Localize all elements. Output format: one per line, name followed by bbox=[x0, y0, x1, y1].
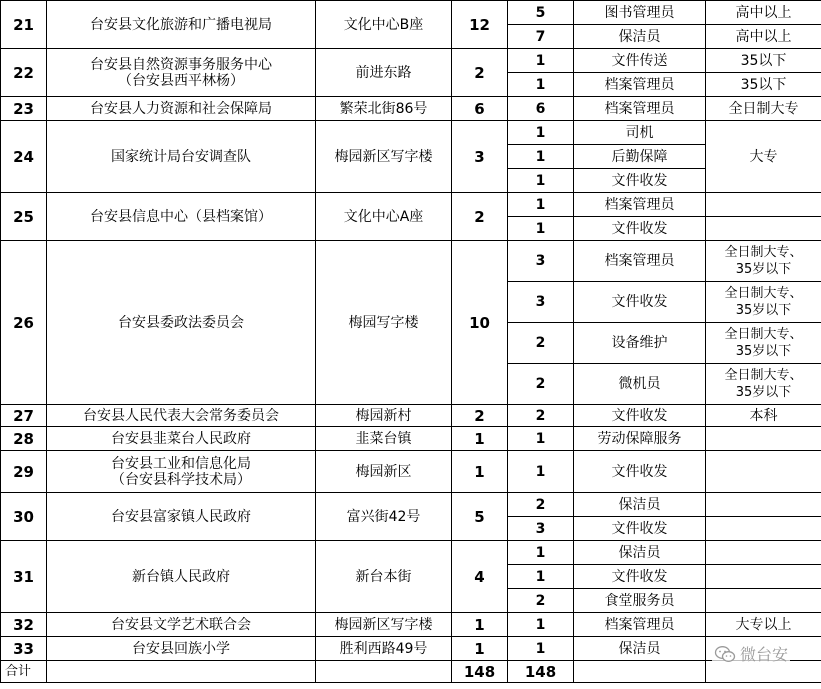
address: 梅园新村 bbox=[316, 405, 452, 427]
table-row bbox=[1, 493, 821, 517]
job-title: 文件收发 bbox=[574, 405, 706, 427]
requirement-line-2: 35岁以下 bbox=[735, 385, 792, 400]
position-count: 1 bbox=[508, 121, 574, 145]
requirement bbox=[706, 364, 821, 405]
department-line-2: （台安县科学技术局） bbox=[111, 471, 251, 488]
requirement-empty bbox=[706, 427, 821, 451]
total-empty bbox=[316, 661, 452, 683]
requirement-empty bbox=[706, 217, 821, 241]
table-row bbox=[1, 1, 821, 25]
requirement-line-2: 35岁以下 bbox=[735, 303, 792, 318]
position-count: 1 bbox=[508, 193, 574, 217]
requirement: 高中以上 bbox=[706, 25, 821, 49]
address: 文化中心B座 bbox=[316, 1, 452, 49]
requirement: 全日制大专 bbox=[706, 97, 821, 121]
position-count: 2 bbox=[508, 493, 574, 517]
requirement-empty bbox=[706, 193, 821, 217]
table-row bbox=[1, 427, 821, 451]
requirement-line-1: 全日制大专、 bbox=[724, 327, 803, 342]
job-title: 档案管理员 bbox=[574, 193, 706, 217]
requirement-line-1: 全日制大专、 bbox=[724, 286, 803, 301]
requirement-empty bbox=[706, 517, 821, 541]
wechat-icon bbox=[714, 645, 736, 663]
position-count: 1 bbox=[508, 145, 574, 169]
job-title: 设备维护 bbox=[574, 323, 706, 364]
job-title: 保洁员 bbox=[574, 637, 706, 661]
total-positions: 2 bbox=[452, 405, 508, 427]
row-number: 22 bbox=[1, 49, 47, 97]
job-title: 文件传送 bbox=[574, 49, 706, 73]
total-positions: 2 bbox=[452, 49, 508, 97]
position-count: 1 bbox=[508, 565, 574, 589]
position-count: 1 bbox=[508, 637, 574, 661]
total-empty bbox=[574, 661, 706, 683]
watermark-text: 微台安 bbox=[740, 645, 789, 664]
department: 国家统计局台安调查队 bbox=[47, 121, 316, 193]
department: 台安县委政法委员会 bbox=[47, 241, 316, 405]
row-number: 31 bbox=[1, 541, 47, 613]
requirement: 35以下 bbox=[706, 73, 821, 97]
row-number: 24 bbox=[1, 121, 47, 193]
address: 梅园新区写字楼 bbox=[316, 121, 452, 193]
total-row bbox=[1, 661, 821, 683]
position-count: 1 bbox=[508, 73, 574, 97]
job-title: 文件收发 bbox=[574, 217, 706, 241]
requirement-empty bbox=[706, 451, 821, 493]
requirement-line-2: 35岁以下 bbox=[735, 344, 792, 359]
total-positions: 6 bbox=[452, 97, 508, 121]
table-row bbox=[1, 637, 821, 661]
job-title: 司机 bbox=[574, 121, 706, 145]
position-count: 1 bbox=[508, 427, 574, 451]
table-row bbox=[1, 541, 821, 565]
requirement-empty bbox=[706, 541, 821, 565]
department: 台安县富家镇人民政府 bbox=[47, 493, 316, 541]
row-number: 28 bbox=[1, 427, 47, 451]
grand-total: 148 bbox=[452, 661, 508, 683]
total-positions: 1 bbox=[452, 451, 508, 493]
requirement bbox=[706, 282, 821, 323]
address: 富兴街42号 bbox=[316, 493, 452, 541]
total-positions: 5 bbox=[452, 493, 508, 541]
department: 台安县信息中心（县档案馆） bbox=[47, 193, 316, 241]
address: 胜利西路49号 bbox=[316, 637, 452, 661]
department-line-1: 台安县工业和信息化局 bbox=[111, 455, 251, 472]
job-title: 文件收发 bbox=[574, 282, 706, 323]
job-title: 图书管理员 bbox=[574, 1, 706, 25]
job-title: 食堂服务员 bbox=[574, 589, 706, 613]
table-row bbox=[1, 241, 821, 282]
row-number: 29 bbox=[1, 451, 47, 493]
address: 新台本街 bbox=[316, 541, 452, 613]
job-title: 后勤保障 bbox=[574, 145, 706, 169]
table-row bbox=[1, 49, 821, 73]
job-title: 文件收发 bbox=[574, 565, 706, 589]
requirement: 大专以上 bbox=[706, 613, 821, 637]
requirement: 35以下 bbox=[706, 49, 821, 73]
position-count: 2 bbox=[508, 589, 574, 613]
table-row bbox=[1, 193, 821, 217]
department: 台安县文学艺术联合会 bbox=[47, 613, 316, 637]
job-title: 档案管理员 bbox=[574, 97, 706, 121]
requirement bbox=[706, 241, 821, 282]
position-count: 2 bbox=[508, 323, 574, 364]
table-row bbox=[1, 121, 821, 145]
requirement: 本科 bbox=[706, 405, 821, 427]
total-positions: 2 bbox=[452, 193, 508, 241]
job-title: 档案管理员 bbox=[574, 241, 706, 282]
total-positions: 1 bbox=[452, 427, 508, 451]
address: 前进东路 bbox=[316, 49, 452, 97]
table-row bbox=[1, 405, 821, 427]
position-count: 7 bbox=[508, 25, 574, 49]
job-title: 档案管理员 bbox=[574, 73, 706, 97]
row-number: 27 bbox=[1, 405, 47, 427]
total-positions: 1 bbox=[452, 613, 508, 637]
address: 文化中心A座 bbox=[316, 193, 452, 241]
department-line-2: （台安县西平林杨） bbox=[118, 72, 244, 89]
job-title: 保洁员 bbox=[574, 541, 706, 565]
grand-total-count: 148 bbox=[508, 661, 574, 683]
job-title: 微机员 bbox=[574, 364, 706, 405]
department: 台安县人力资源和社会保障局 bbox=[47, 97, 316, 121]
department bbox=[47, 451, 316, 493]
department: 台安县文化旅游和广播电视局 bbox=[47, 1, 316, 49]
position-count: 3 bbox=[508, 241, 574, 282]
total-positions: 12 bbox=[452, 1, 508, 49]
row-number: 32 bbox=[1, 613, 47, 637]
address: 梅园新区 bbox=[316, 451, 452, 493]
position-count: 5 bbox=[508, 1, 574, 25]
requirement bbox=[706, 323, 821, 364]
address: 韭菜台镇 bbox=[316, 427, 452, 451]
job-title: 保洁员 bbox=[574, 25, 706, 49]
requirement-line-1: 全日制大专、 bbox=[724, 245, 803, 260]
position-count: 3 bbox=[508, 282, 574, 323]
address: 梅园新区写字楼 bbox=[316, 613, 452, 637]
row-number: 21 bbox=[1, 1, 47, 49]
row-number: 33 bbox=[1, 637, 47, 661]
address: 梅园写字楼 bbox=[316, 241, 452, 405]
requirement: 大专 bbox=[706, 121, 821, 193]
department: 台安县人民代表大会常务委员会 bbox=[47, 405, 316, 427]
position-count: 1 bbox=[508, 49, 574, 73]
table-row bbox=[1, 451, 821, 493]
department: 台安县韭菜台人民政府 bbox=[47, 427, 316, 451]
watermark bbox=[712, 642, 790, 665]
position-count: 1 bbox=[508, 451, 574, 493]
requirement-line-1: 全日制大专、 bbox=[724, 368, 803, 383]
total-positions: 4 bbox=[452, 541, 508, 613]
department-line-1: 台安县自然资源事务服务中心 bbox=[90, 56, 272, 73]
position-count: 2 bbox=[508, 405, 574, 427]
position-count: 1 bbox=[508, 541, 574, 565]
row-number: 25 bbox=[1, 193, 47, 241]
job-title: 档案管理员 bbox=[574, 613, 706, 637]
job-title: 保洁员 bbox=[574, 493, 706, 517]
position-count: 2 bbox=[508, 364, 574, 405]
total-positions: 1 bbox=[452, 637, 508, 661]
requirement-empty bbox=[706, 589, 821, 613]
total-empty bbox=[47, 661, 316, 683]
requirement-empty bbox=[706, 493, 821, 517]
requirement-empty bbox=[706, 565, 821, 589]
department bbox=[47, 49, 316, 97]
position-count: 1 bbox=[508, 169, 574, 193]
department: 台安县回族小学 bbox=[47, 637, 316, 661]
total-positions: 10 bbox=[452, 241, 508, 405]
position-count: 1 bbox=[508, 217, 574, 241]
job-title: 文件收发 bbox=[574, 517, 706, 541]
table-row bbox=[1, 97, 821, 121]
department: 新台镇人民政府 bbox=[47, 541, 316, 613]
row-number: 26 bbox=[1, 241, 47, 405]
job-title: 劳动保障服务 bbox=[574, 427, 706, 451]
row-number: 30 bbox=[1, 493, 47, 541]
address: 繁荣北街86号 bbox=[316, 97, 452, 121]
total-positions: 3 bbox=[452, 121, 508, 193]
requirement: 高中以上 bbox=[706, 1, 821, 25]
position-count: 6 bbox=[508, 97, 574, 121]
job-title: 文件收发 bbox=[574, 451, 706, 493]
position-count: 1 bbox=[508, 613, 574, 637]
job-title: 文件收发 bbox=[574, 169, 706, 193]
position-count: 3 bbox=[508, 517, 574, 541]
requirement-line-2: 35岁以下 bbox=[735, 262, 792, 277]
total-label: 合计 bbox=[1, 661, 47, 683]
table-row bbox=[1, 613, 821, 637]
row-number: 23 bbox=[1, 97, 47, 121]
